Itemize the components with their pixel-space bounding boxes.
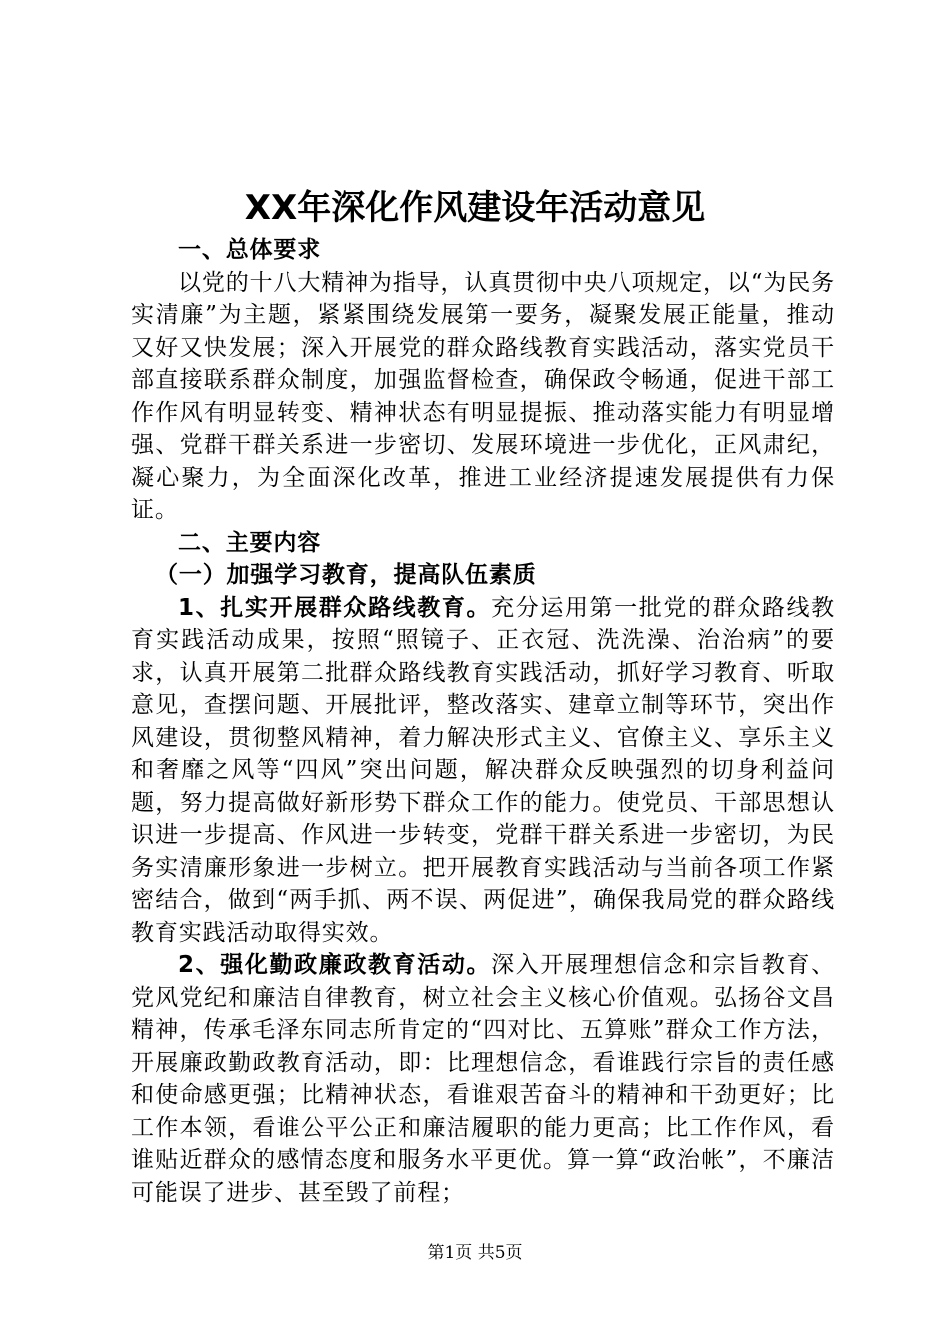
section-heading-main-content: 二、主要内容 bbox=[178, 529, 322, 556]
item-1-text: 充分运用第一批党的群众路线教育实践活动成果，按照“照镜子、正衣冠、洗洗澡、治治病”的要求，认真开展第二批群众路线教育实践活动，抓好学习教育、听取意见，查摆问题、开展批评，整改落实、建章立制等环节，突出作风建设，贯彻整风精神，着力解决形式主义、官僚主义、享乐主义和奢靡之风等“四风”突出问题，解决群众反映强烈的切身利益问题，努力提高做好新形势下群众工作的能力。使党员、干部思想认识进一步提高、作风进一步转变，党群干群关系进一步密切，为民务实清廉形象进一步树立。把开展教育实践活动与当前各项工作紧密结合，做到“两手抓、两不误、两促进”，确保我局党的群众路线教育实践活动取得实效。 bbox=[131, 594, 835, 946]
section-heading-general-requirements: 一、总体要求 bbox=[178, 237, 322, 263]
paragraph-item-2 bbox=[131, 949, 835, 1209]
page-footer: 第1页 共5页 bbox=[427, 1243, 523, 1263]
item-2-lead: 2、强化勤政廉政教育活动。 bbox=[178, 952, 492, 978]
paragraph-general-requirements: 以党的十八大精神为指导，认真贯彻中央八项规定，以“为民务实清廉”为主题，紧紧围绕发展第一要务，凝聚发展正能量，推动又好又快发展；深入开展党的群众路线教育实践活动，落实党员干部直接联系群众制度，加强监督检查，确保政令畅通，促进干部工作作风有明显转变、精神状态有明显提振、推动落实能力有明显增强、党群干群关系进一步密切、发展环境进一步优化，正风肃纪，凝心聚力，为全面深化改革，推进工业经济提速发展提供有力保证。 bbox=[131, 269, 835, 523]
item-1-lead: 1、扎实开展群众路线教育。 bbox=[178, 594, 492, 621]
document-title: XX年深化作风建设年活动意见 bbox=[244, 188, 706, 228]
item-2-text: 深入开展理想信念和宗旨教育、党风党纪和廉洁自律教育，树立社会主义核心价值观。弘扬谷文昌精神，传承毛泽东同志所肯定的“四对比、五算账”群众工作方法，开展廉政勤政教育活动，即：比理想信念，看谁践行宗旨的责任感和使命感更强；比精神状态，看谁艰苦奋斗的精神和干劲更好；比工作本领，看谁公平公正和廉洁履职的能力更高；比工作作风，看谁贴近群众的感情态度和服务水平更优。算一算“政治帐”，不廉洁可能误了进步、甚至毁了前程； bbox=[131, 952, 835, 1206]
paragraph-item-1 bbox=[131, 592, 835, 950]
subsection-heading-study-education: （一）加强学习教育，提高队伍素质 bbox=[155, 562, 537, 588]
document-body bbox=[131, 234, 835, 1209]
